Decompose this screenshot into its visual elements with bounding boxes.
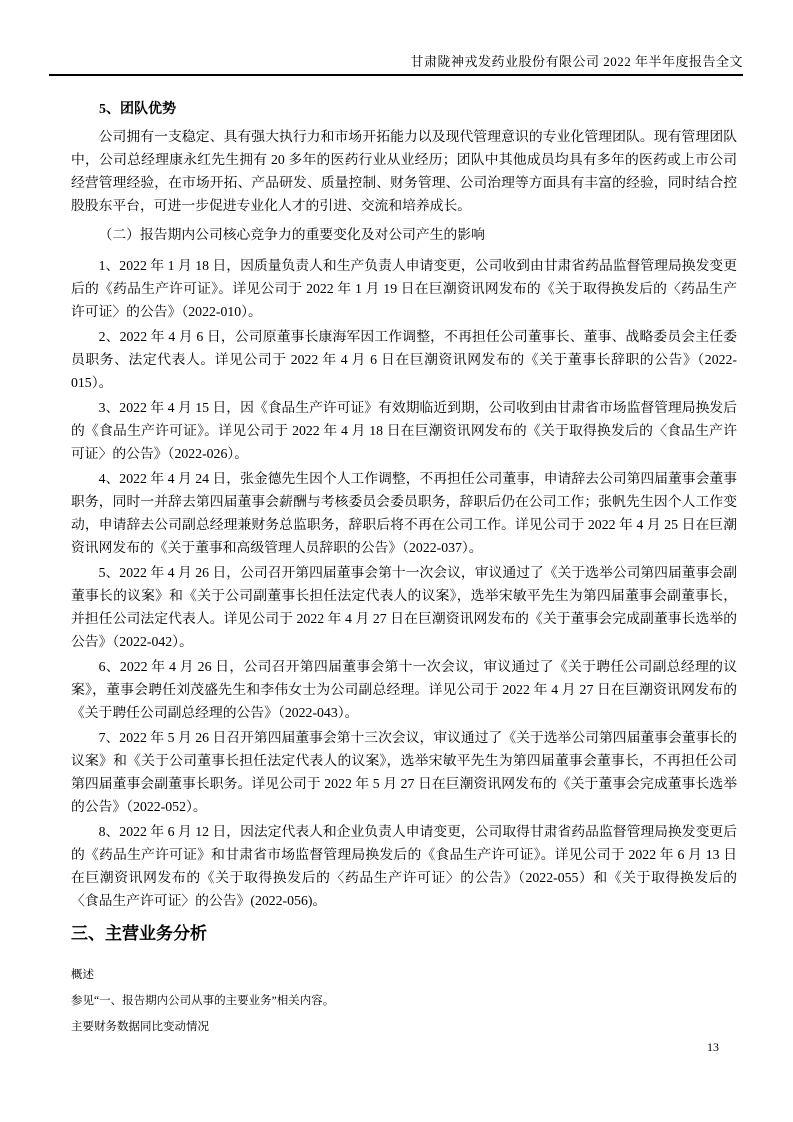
core-change-item-8: 8、2022 年 6 月 12 日，因法定代表人和企业负责人申请变更，公司取得甘肃省药品监督管理局换发变更后的《药品生产许可证》和甘肃省市场监督管理局换发后的《食品生产许可证》。详见公司于 2022 年 6 月 13 日在巨潮资讯网发布的《关于取得换发后的〈药品生产许可证〉的公告》（2022-055）和《关于取得换发后的〈食品生产许可证〉的公告》(2022-056)。 (71, 824, 737, 908)
heading-team-advantage: 5、团队优势 (99, 102, 176, 117)
core-change-item-4: 4、2022 年 4 月 24 日，张金德先生因个人工作调整，不再担任公司董事，申请辞去公司第四届董事会董事职务，同时一并辞去第四届董事会薪酬与考核委员会委员职务，辞职后仍在公司工作；张帆先生因个人工作变动，申请辞去公司副总经理兼财务总监职务，辞职后将不再在公司工作。详见公司于 2022 年 4 月 25 日在巨潮资讯网发布的《关于董事和高级管理人员辞职的公告》（2022-037）。 (71, 471, 737, 555)
core-change-item-7: 7、2022 年 5 月 26 日召开第四届董事会第十三次会议，审议通过了《关于选举公司第四届董事会董事长的议案》和《关于公司董事长担任法定代表人的议案》，选举宋敏平先生为第四届董事会董事长，不再担任公司第四届董事会副董事长职务。详见公司于 2022 年 5 月 27 日在巨潮资讯网发布的《关于董事会完成董事长选举的公告》（2022-052）。 (71, 730, 737, 814)
core-change-item-2: 2、2022 年 4 月 6 日，公司原董事长康海军因工作调整，不再担任公司董事长、董事、战略委员会主任委员职务、法定代表人。详见公司于 2022 年 4 月 6 日在巨潮资讯网发布的《关于董事长辞职的公告》（2022-015）。 (71, 329, 737, 390)
page-number: 13 (707, 1040, 719, 1054)
overview-reference-text: 参见“一、报告期内公司从事的主要业务”相关内容。 (71, 995, 335, 1007)
core-change-item-3: 3、2022 年 4 月 15 日，因《食品生产许可证》有效期临近到期，公司收到由甘肃省市场监督管理局换发后的《食品生产许可证》。详见公司于 2022 年 4 月 18 日在巨潮资讯网发布的《关于取得换发后的〈食品生产许可证〉的公告》（2022-026）。 (71, 400, 737, 461)
page-header (49, 0, 743, 76)
core-change-item-6: 6、2022 年 4 月 26 日，公司召开第四届董事会第十一次会议，审议通过了《关于聘任公司副总经理的议案》，董事会聘任刘茂盛先生和李伟女士为公司副总经理。详见公司于 2022 年 4 月 27 日在巨潮资讯网发布的《关于聘任公司副总经理的公告》（2022-043）。 (71, 659, 737, 720)
report-title: 甘肃陇神戎发药业股份有限公司 2022 年半年度报告全文 (410, 54, 743, 69)
core-change-item-1: 1、2022 年 1 月 18 日，因质量负责人和生产负责人申请变更，公司收到由甘肃省药品监督管理局换发变更后的《药品生产许可证》。详见公司于 2022 年 1 月 19 日在巨潮资讯网发布的《关于取得换发后的〈药品生产许可证〉的公告》（2022-010）。 (71, 258, 737, 319)
financial-data-change-label: 主要财务数据同比变动情况 (71, 1021, 209, 1033)
document-body (71, 92, 737, 1040)
overview-label: 概述 (71, 969, 94, 981)
heading-core-competitiveness-changes: （二）报告期内公司核心竞争力的重要变化及对公司产生的影响 (98, 227, 485, 242)
core-change-item-5: 5、2022 年 4 月 26 日，公司召开第四届董事会第十一次会议，审议通过了《关于选举公司第四届董事会副董事长的议案》和《关于公司副董事长担任法定代表人的议案》，选举宋敏平先生为第四届董事会副董事长，并担任公司法定代表人。详见公司于 2022 年 4 月 27 日在巨潮资讯网发布的《关于董事会完成副董事长选举的公告》（2022-042）。 (71, 565, 737, 649)
paragraph-team-advantage: 公司拥有一支稳定、具有强大执行力和市场开拓能力以及现代管理意识的专业化管理团队。现有管理团队中，公司总经理康永红先生拥有 20 多年的医药行业从业经历；团队中其他成员均具有多年的医药或上市公司经营管理经验，在市场开拓、产品研发、质量控制、财务管理、公司治理等方面具有丰富的经验，同时结合控股股东平台，可进一步促进专业化人才的引进、交流和培养成长。 (71, 129, 737, 213)
heading-main-business-analysis: 三、主营业务分析 (71, 924, 207, 943)
